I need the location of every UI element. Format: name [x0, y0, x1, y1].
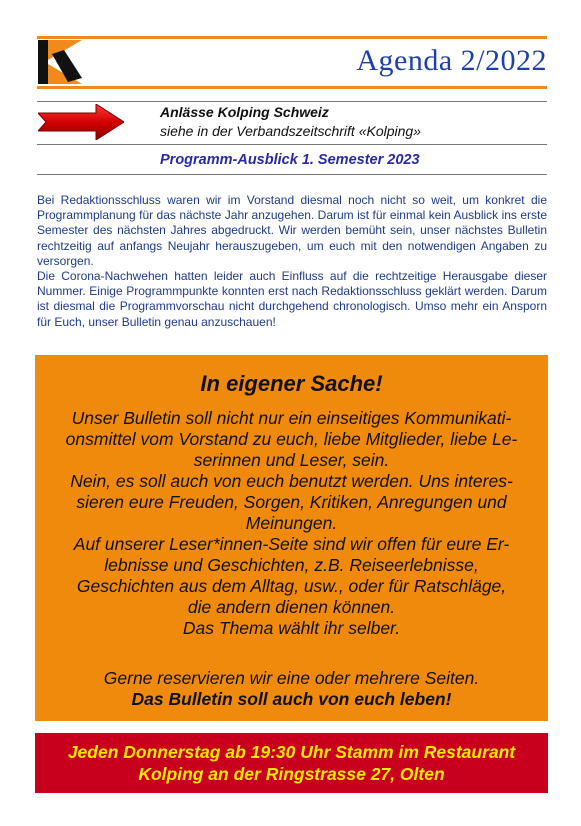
box-line: Auf unserer Leser*innen-Seite sind wir offen für eure Er- — [73, 534, 510, 554]
red-arrow-icon — [38, 104, 124, 140]
anlaesse-subtitle: siehe in der Verbandszeitschrift «Kolping» — [160, 123, 421, 139]
box-line: lebnisse und Geschichten, z.B. Reiseerlebnisse, — [104, 555, 479, 575]
box-closing-emphasis: Das Bulletin soll auch von euch leben! — [131, 689, 452, 709]
intro-text — [37, 193, 547, 330]
header-top-rule — [37, 36, 547, 39]
box-line: Nein, es soll auch von euch benutzt werden. Uns interes- — [70, 471, 513, 491]
kolping-k-logo-icon — [38, 40, 82, 84]
box-title: In eigener Sache! — [200, 371, 383, 396]
anlaesse-bottom-rule — [37, 144, 547, 145]
box-line: Geschichten aus dem Alltag, usw., oder für Ratschläge, — [76, 576, 507, 596]
box-line: onsmittel vom Vorstand zu euch, liebe Mitglieder, liebe Le- — [65, 429, 518, 449]
box-closing-line: Gerne reservieren wir eine oder mehrere Seiten. — [103, 668, 480, 688]
intro-paragraph: Die Corona-Nachwehen hatten leider auch Einfluss auf die rechtzeitige Herausgabe dieser Nummer. Einige Programmpunkte konnten erst nach Redaktionsschluss geklärt werden. Darum ist diesmal die Programmvorschau nicht durchgehend chronologisch. Umso mehr ein Ansporn für Euch, unser Bulletin genau anzuschauen! — [37, 269, 547, 329]
box-line: Unser Bulletin soll nicht nur ein einseitiges Kommunikati- — [71, 408, 512, 428]
anlaesse-title: Anlässe Kolping Schweiz — [160, 104, 329, 120]
box-line: Das Thema wählt ihr selber. — [182, 618, 401, 638]
banner-line: Kolping an der Ringstrasse 27, Olten — [138, 764, 445, 784]
banner-line: Jeden Donnerstag ab 19:30 Uhr Stamm im Restaurant — [67, 742, 516, 762]
ausblick-heading: Programm-Ausblick 1. Semester 2023 — [160, 152, 420, 168]
box-closing — [45, 668, 538, 710]
header-bottom-rule — [37, 86, 547, 89]
ausblick-rule — [37, 174, 547, 175]
box-line: die andern dienen können. — [187, 597, 396, 617]
page-title: Agenda 2/2022 — [356, 44, 547, 77]
box-body — [45, 408, 538, 639]
box-line: sieren eure Freuden, Sorgen, Kritiken, Anregungen und — [76, 492, 507, 512]
stamm-banner — [35, 733, 548, 793]
box-line: Meinungen. — [245, 513, 338, 533]
intro-paragraph: Bei Redaktionsschluss waren wir im Vorstand diesmal noch nicht so weit, um konkret die Programmplanung für das nächste Jahr anzugehen. Darum ist für einmal kein Ausblick ins erste Semester des nächsten Jahres abgedruckt. Wir werden bemüht sein, unser nächstes Bulletin rechtzeitig auf anfangs Neujahr herauszugeben, um euch mit den notwendigen Angaben zu versorgen. — [37, 193, 547, 268]
anlaesse-top-rule — [37, 101, 547, 102]
box-line: serinnen und Leser, sein. — [193, 450, 390, 470]
in-eigener-sache-box — [35, 355, 548, 721]
